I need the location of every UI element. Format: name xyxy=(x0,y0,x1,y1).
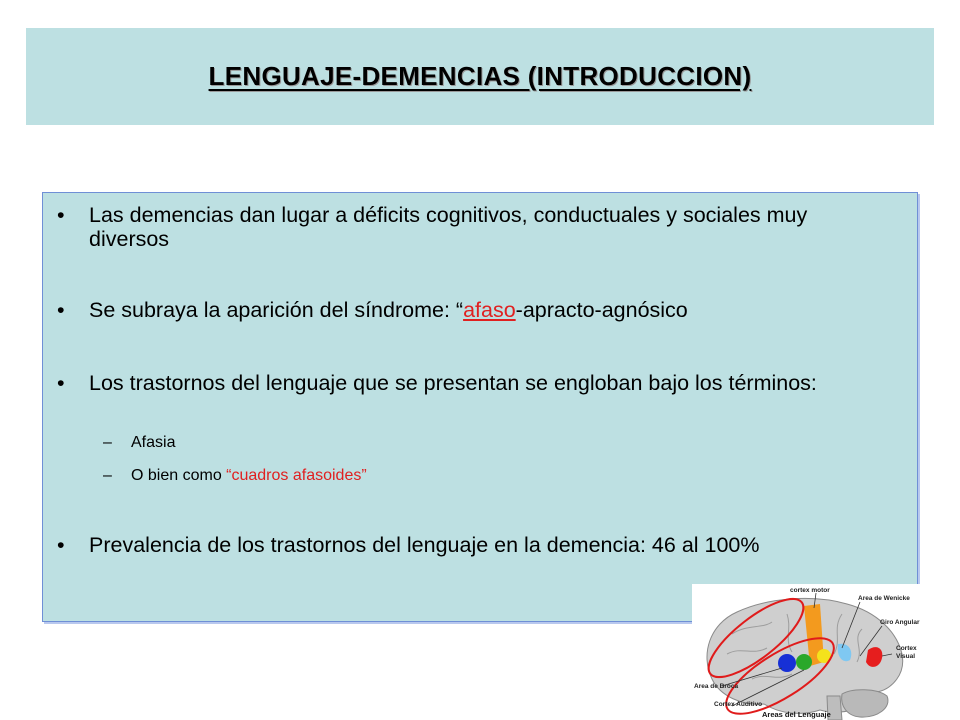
bullet-item-prevalencia xyxy=(57,533,857,557)
sub-dash: – xyxy=(103,434,112,451)
label-cortex-auditivo: Cortex Auditivo xyxy=(714,701,763,708)
bullet-text: Las demencias dan lugar a déficits cognitivos, conductuales y sociales muy diversos xyxy=(89,203,808,251)
figure-caption: Areas del Lenguaje xyxy=(762,710,831,719)
bullet-item-sindrome xyxy=(57,298,857,322)
bullet-text: Prevalencia de los trastornos del lenguaje en la demencia: 46 al 100% xyxy=(89,533,760,557)
bullet-text-pre: Se subraya la aparición del síndrome: “ xyxy=(89,298,464,322)
bullet-text xyxy=(89,298,857,322)
sub-text: Afasia xyxy=(131,434,176,451)
highlight-afasoides: “cuadros afasoides” xyxy=(226,467,367,484)
label-area-wernicke: Area de Wenicke xyxy=(858,595,910,602)
label-cortex-motor: cortex motor xyxy=(790,587,830,594)
label-giro-angular: Giro Angular xyxy=(880,619,920,626)
bullet-marker: • xyxy=(57,533,65,557)
highlight-afaso: afaso xyxy=(463,298,516,322)
bullet-marker: • xyxy=(57,371,65,395)
sub-text-pre: O bien como xyxy=(131,467,227,484)
sub-item-afasia xyxy=(103,433,175,453)
bullet-text: Los trastornos del lenguaje que se presentan se engloban bajo los términos: xyxy=(89,371,817,395)
sub-item-afasoides xyxy=(103,466,367,486)
broca-area xyxy=(778,654,796,672)
title-banner xyxy=(26,28,934,125)
cerebellum xyxy=(842,690,888,717)
bullet-item-trastornos xyxy=(57,371,857,395)
bullet-item-demencias xyxy=(57,203,857,251)
bullet-text-post: -apracto-agnósico xyxy=(515,298,688,322)
brain-language-areas-figure xyxy=(692,584,932,720)
label-cortex-visual-1: Cortex xyxy=(896,645,917,652)
slide-title: LENGUAJE-DEMENCIAS (INTRODUCCION) xyxy=(208,61,752,91)
brain-diagram xyxy=(692,584,932,720)
bullet-marker: • xyxy=(57,298,65,322)
content-panel xyxy=(42,192,918,622)
green-area xyxy=(796,654,812,670)
sub-dash: – xyxy=(103,467,112,484)
bullet-marker: • xyxy=(57,203,65,227)
label-cortex-visual-2: Visual xyxy=(896,653,916,660)
label-area-broca: Area de Broca xyxy=(694,683,739,690)
